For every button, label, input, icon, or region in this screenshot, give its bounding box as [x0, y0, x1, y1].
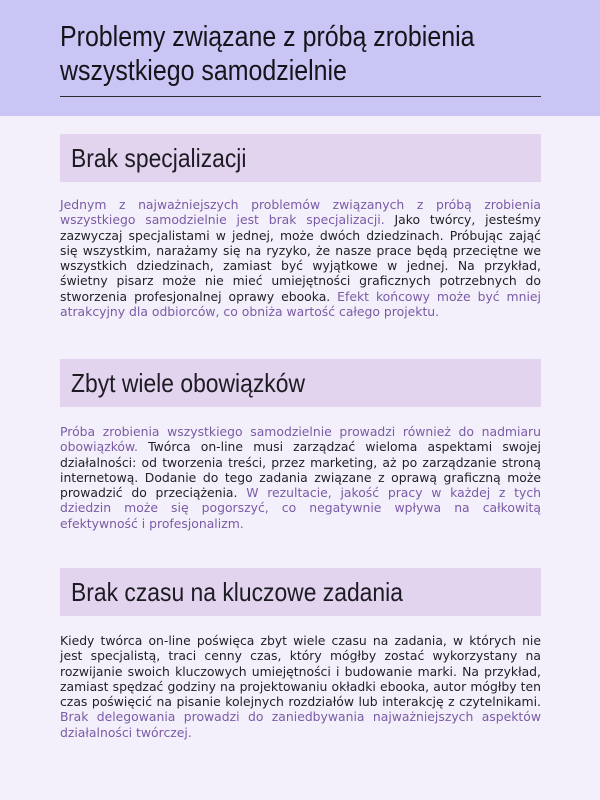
- section-heading-duties: Zbyt wiele obowiązków: [71, 368, 305, 398]
- paragraph-body: Kiedy twórca on-line poświęca zbyt wiele czasu na zadania, w których nie jest specjalistą, traci cenny czas, który mógłby zostać wykorzystany na rozwijanie swoich kluczowych umiejętności i budowanie marki. Na przykład, zamiast spędzać godziny na projektowaniu okładki ebooka, autor mógłby ten czas poświęcić na pisanie kolejnych rozdziałów lub interakcję z czytelnikami.: [60, 633, 541, 710]
- section-heading-band-time: [60, 568, 541, 616]
- section-paragraph-specialization: [60, 197, 541, 319]
- page-title: Problemy związane z próbą zrobienia wszystkiego samodzielnie: [60, 21, 475, 87]
- page-header: [0, 0, 600, 116]
- section-paragraph-duties: [60, 424, 541, 531]
- paragraph-highlight-end: Brak delegowania prowadzi do zaniedbywania najważniejszych aspektów działalności twórczej.: [60, 709, 541, 740]
- title-divider: [60, 96, 541, 97]
- paragraph-highlight-start: Próba zrobienia wszystkiego samodzielnie prowadzi również do nadmiaru obowiązków.: [60, 424, 541, 455]
- paragraph-highlight-end: W rezultacie, jakość pracy w każdej z tych dziedzin może się pogorszyć, co negatywnie wpływa na całkowitą efektywność i profesjonalizm.: [60, 485, 541, 531]
- paragraph-body: Twórca on-line musi zarządzać wieloma aspektami swojej działalności: od tworzenia treści, przez marketing, aż po zarządzanie stroną internetową. Dodanie do tego zadania związane z oprawą graficzną może prowadzić do przeciążenia.: [60, 439, 541, 501]
- section-heading-time: Brak czasu na kluczowe zadania: [71, 577, 403, 607]
- section-heading-band-duties: [60, 359, 541, 407]
- paragraph-highlight-start: Jednym z najważniejszych problemów związanych z próbą zrobienia wszystkiego samodzielnie jest brak specjalizacji.: [60, 197, 541, 228]
- section-paragraph-time: [60, 633, 541, 740]
- paragraph-highlight-end: Efekt końcowy może być mniej atrakcyjny dla odbiorców, co obniża wartość całego projektu.: [60, 288, 541, 320]
- section-heading-specialization: Brak specjalizacji: [71, 143, 247, 173]
- section-heading-band-specialization: [60, 134, 541, 182]
- paragraph-body: Jako twórcy, jesteśmy zazwyczaj specjalistami w jednej, może dwóch dziedzinach. Próbując zająć się wszystkim, narażamy się na ryzyko, że nasze prace będą przeciętne we wszystkich dziedzinach, zamiast być wyjątkowe w jednej. Na przykład, świetny pisarz może nie mieć umiejętności graficznych potrzebnych do stworzenia profesjonalnej oprawy ebooka.: [60, 212, 541, 304]
